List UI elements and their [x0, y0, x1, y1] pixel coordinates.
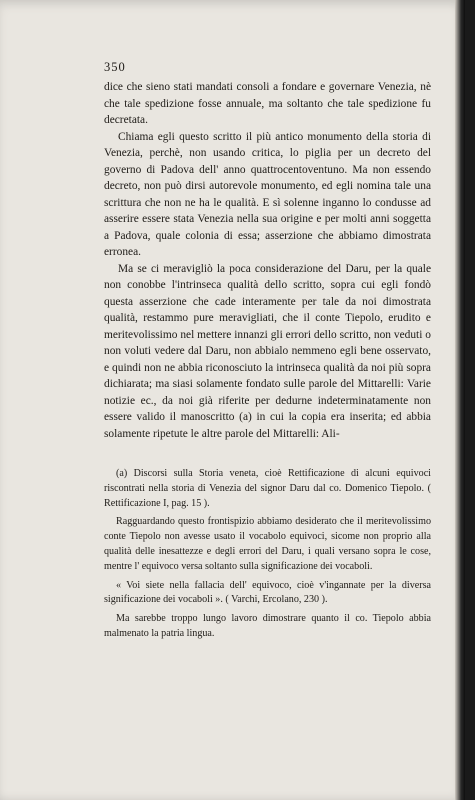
paragraph-3: Ma se ci meravigliò la poca considerazione del Daru, per la quale non conobbe l'intrinseca qualità dello scritto, sopra cui egli fondò questa asserzione che cade interamente per tale da noi dimostrata qualità, restammo pure meravigliati, che il conte Tiepolo, erudito e meritevolissimo nel mettere innanzi gli errori dello scritto, non veduti o non voluti vedere dal Daru, non abbialo nemmeno egli bene osservato, e quindi non ne abbia riconosciuto la intrinseca qualità da noi più sopra dichiarata; ma siasi solamente fondato sulle parole del Mittarelli: Varie notizie ec., da noi già riferite per dedurne indeterminatamente non essere valido il manoscritto (a) in cui la copia era inserita; ed abbia solamente ripetute le altre parole del Mittarelli: Ali- [104, 262, 431, 440]
footnote-paragraph-3: « Voi siete nella fallacia dell' equivoco, cioè v'ingannate per la diversa significazione dei vocaboli ». ( Varchi, Ercolano, 230 ). [104, 579, 431, 606]
paragraph-1: dice che sieno stati mandati consoli a fondare e governare Venezia, nè che tale spedizione fosse annuale, ma soltanto che tale spedizione fu decretata. [104, 81, 431, 126]
page-number: 350 [104, 60, 126, 74]
footnotes [104, 467, 431, 646]
footnote-a: (a) Discorsi sulla Storia veneta, cioè Rettificazione di alcuni equivoci riscontrati nella storia di Venezia del signor Daru dal co. Domenico Tiepolo. ( Rettificazione I, pag. 15 ). [104, 468, 431, 509]
paragraph-2: Chiama egli questo scritto il più antico monumento della storia di Venezia, perchè, non usando critica, lo piglia per un decreto del governo di Padova dell' anno quattrocentoventuno. Ma non essendo decreto, non può dirsi autorevole monumento, ed egli nomina tale una scrittura che non ne ha le qualità. E sì solenne inganno lo condusse ad asserire essere stata Venezia nella sua origine e per molti anni soggetta a Padova, quale colonia di essa; asserzione che abbiamo dimostrata erronea. [104, 130, 431, 258]
page-edge-shadow [455, 0, 465, 800]
footnote-paragraph-2: Ragguardando questo frontispizio abbiamo desiderato che il meritevolissimo conte Tiepolo non avesse usato il vocabolo equivoci, sicome non proprio alla qualità delle inesattezze e degli errori del Daru, i quali versano sopra le cose, mentre l' equivoco versa soltanto sulla significazione dei vocaboli. [104, 516, 431, 572]
footnote-paragraph-4: Ma sarebbe troppo lungo lavoro dimostrare quanto il co. Tiepolo abbia malmenato la patria lingua. [104, 613, 431, 639]
main-text [104, 79, 431, 442]
